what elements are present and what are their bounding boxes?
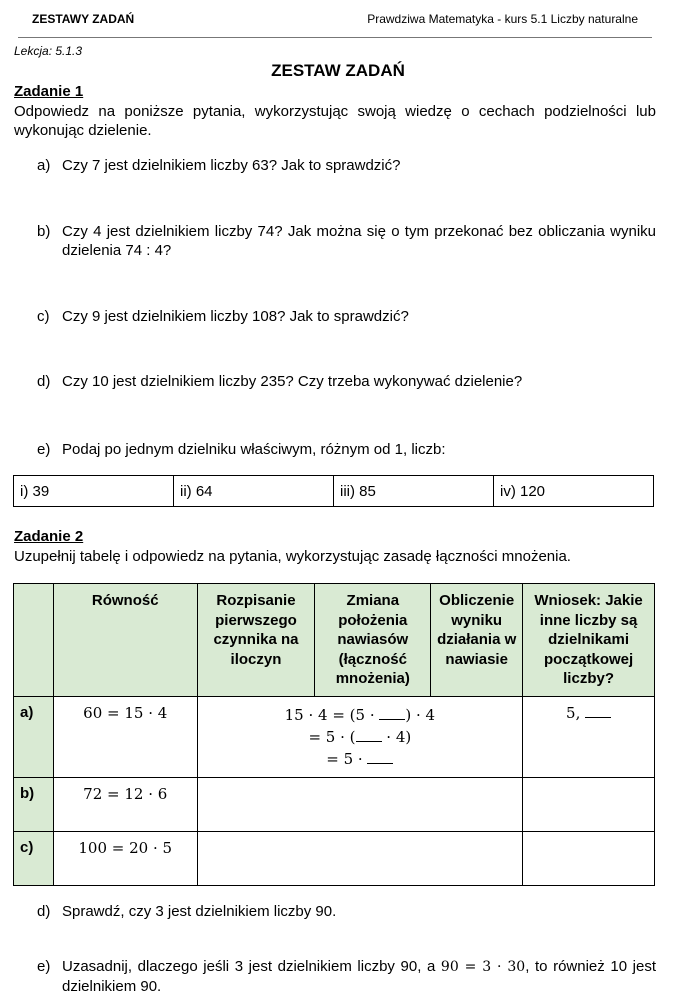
blank-field[interactable]: [367, 762, 393, 764]
work-cell[interactable]: [197, 832, 523, 886]
question-text: Czy 9 jest dzielnikiem liczby 108? Jak to sprawdzić?: [62, 308, 409, 325]
conclusion-cell[interactable]: [523, 778, 655, 832]
page-title: ZESTAW ZADAŃ: [271, 61, 405, 80]
question-text: Czy 4 jest dzielnikiem liczby 74? Jak można się o tym przekonać bez obliczania wyniku dzielenia 74 : 4?: [62, 223, 656, 259]
number-cell: iv) 120: [494, 476, 654, 507]
conclusion-cell[interactable]: [523, 832, 655, 886]
work-cell[interactable]: [197, 778, 523, 832]
task2-heading: Zadanie 2: [14, 528, 84, 545]
equality-cell: 60 = 15 · 4: [53, 697, 197, 778]
question-text: Uzasadnij, dlaczego jeśli 3 jest dzielnikiem liczby 90, a 90 = 3 · 30, to również 10 jest dzielnikiem 90.: [62, 958, 656, 995]
table-row: [14, 832, 655, 886]
associativity-table: [13, 583, 655, 886]
question-label: e): [37, 958, 51, 975]
question-label: a): [37, 157, 51, 174]
header-course-title: Prawdziwa Matematyka - kurs 5.1 Liczby naturalne: [367, 12, 638, 26]
number-cell: i) 39: [14, 476, 174, 507]
task1-intro: Odpowiedz na poniższe pytania, wykorzystując swoją wiedzę o cechach podzielności lub wykonując dzielenie.: [14, 103, 656, 139]
header-section-title: ZESTAWY ZADAŃ: [32, 12, 135, 26]
question-label: c): [37, 308, 50, 325]
number-cell: ii) 64: [174, 476, 334, 507]
row-label: a): [14, 697, 54, 778]
task1-question-c: [37, 307, 656, 326]
table-row: [14, 778, 655, 832]
equality-cell: 72 = 12 · 6: [53, 778, 197, 832]
header-divider: [18, 37, 652, 38]
row-label: c): [14, 832, 54, 886]
work-cell[interactable]: 15 · 4 = (5 · ) · 4 = 5 · ( · 4) = 5 ·: [197, 697, 523, 778]
task1-question-a: [37, 156, 656, 175]
header-equality: Równość: [53, 584, 197, 697]
blank-field[interactable]: [356, 740, 382, 742]
conclusion-cell[interactable]: 5,: [523, 697, 655, 778]
question-label: e): [37, 441, 51, 458]
header-compute: Obliczenie wyniku działania w nawiasie: [431, 584, 523, 697]
header-decompose: Rozpisanie pierwszego czynnika na iloczyn: [197, 584, 315, 697]
task1-question-d: [37, 372, 656, 391]
task1-heading: Zadanie 1: [14, 83, 84, 100]
header-conclusion: Wniosek: Jakie inne liczby są dzielnikami początkowej liczby?: [523, 584, 655, 697]
task1-question-b: [37, 222, 656, 260]
number-cell: iii) 85: [334, 476, 494, 507]
row-label: b): [14, 778, 54, 832]
numbers-table: [13, 475, 654, 507]
task2-question-d: [37, 902, 656, 921]
table-row: [14, 697, 655, 778]
equality-cell: 100 = 20 · 5: [53, 832, 197, 886]
header-empty: [14, 584, 54, 697]
lesson-number: Lekcja: 5.1.3: [14, 44, 83, 58]
blank-field[interactable]: [379, 718, 405, 720]
question-text: Czy 7 jest dzielnikiem liczby 63? Jak to sprawdzić?: [62, 157, 401, 174]
header-regroup: Zmiana położenia nawiasów (łączność mnożenia): [315, 584, 431, 697]
question-label: d): [37, 373, 51, 390]
question-text: Podaj po jednym dzielniku właściwym, różnym od 1, liczb:: [62, 441, 446, 458]
task1-question-e: [37, 440, 656, 459]
question-label: b): [37, 223, 51, 240]
question-label: d): [37, 903, 51, 920]
blank-field[interactable]: [585, 716, 611, 718]
task2-intro: Uzupełnij tabelę i odpowiedz na pytania, wykorzystując zasadę łączności mnożenia.: [14, 548, 571, 565]
task2-question-e: [37, 957, 656, 996]
question-text: Czy 10 jest dzielnikiem liczby 235? Czy trzeba wykonywać dzielenie?: [62, 373, 523, 390]
question-text: Sprawdź, czy 3 jest dzielnikiem liczby 90.: [62, 903, 337, 920]
